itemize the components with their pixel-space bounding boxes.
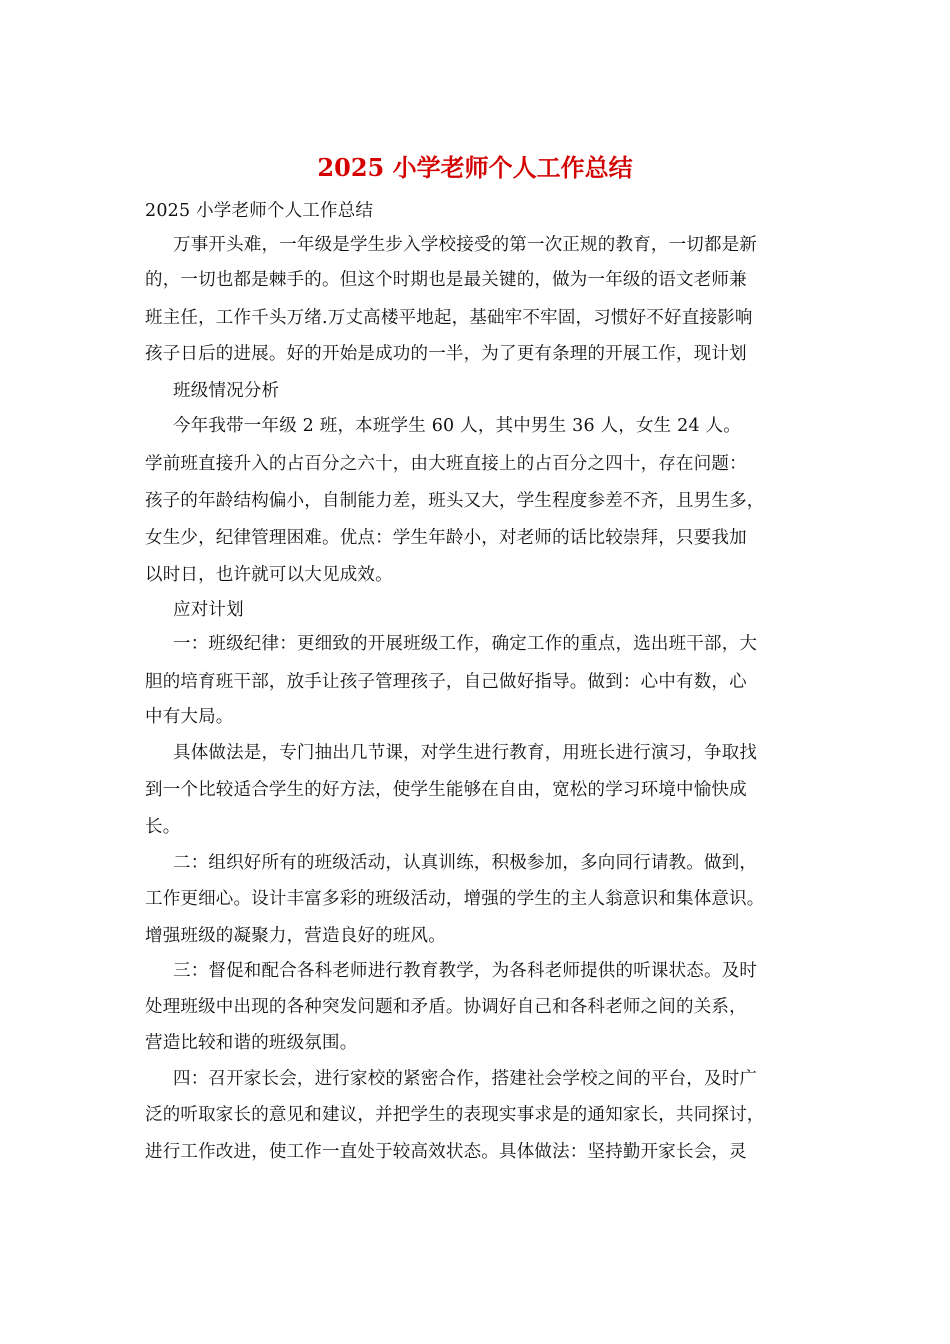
text-line: 增强班级的凝聚力，营造良好的班风。 xyxy=(145,926,446,946)
text-line: 二：组织好所有的班级活动，认真训练，积极参加，多向同行请教。做到， xyxy=(173,853,758,873)
text-line: 中有大局。 xyxy=(145,707,234,727)
text-line: 孩子日后的进展。好的开始是成功的一半，为了更有条理的开展工作，现计划 xyxy=(145,344,747,364)
text-line: 三：督促和配合各科老师进行教育教学，为各科老师提供的听课状态。及时 xyxy=(173,961,758,981)
text-line: 以时日，也许就可以大见成效。 xyxy=(145,565,393,585)
text-line: 今年我带一年级 2 班，本班学生 60 人，其中男生 36 人，女生 24 人。 xyxy=(173,416,741,436)
text-line: 进行工作改进，使工作一直处于较高效状态。具体做法：坚持勤开家长会，灵 xyxy=(145,1142,747,1162)
text-line: 到一个比较适合学生的好方法，使学生能够在自由，宽松的学习环境中愉快成 xyxy=(145,780,747,800)
text-line: 工作更细心。设计丰富多彩的班级活动，增强的学生的主人翁意识和集体意识。 xyxy=(145,889,765,909)
text-line: 四：召开家长会，进行家校的紧密合作，搭建社会学校之间的平台，及时广 xyxy=(173,1069,758,1089)
text-line: 的，一切也都是棘手的。但这个时期也是最关键的，做为一年级的语文老师兼 xyxy=(145,270,747,290)
section-heading: 班级情况分析 xyxy=(173,381,280,401)
text-line: 学前班直接升入的占百分之六十，由大班直接上的占百分之四十，存在问题： xyxy=(145,454,747,474)
text-line: 泛的听取家长的意见和建议，并把学生的表现实事求是的通知家长，共同探讨， xyxy=(145,1105,765,1125)
text-line: 女生少，纪律管理困难。优点：学生年龄小，对老师的话比较崇拜，只要我加 xyxy=(145,528,747,548)
text-line: 万事开头难，一年级是学生步入学校接受的第一次正规的教育，一切都是新 xyxy=(173,235,758,255)
text-line: 具体做法是，专门抽出几节课，对学生进行教育，用班长进行演习，争取找 xyxy=(173,743,758,763)
subtitle-line: 2025 小学老师个人工作总结 xyxy=(145,201,374,221)
text-line: 孩子的年龄结构偏小，自制能力差，班头又大，学生程度参差不齐，且男生多， xyxy=(145,491,765,511)
text-line: 营造比较和谐的班级氛围。 xyxy=(145,1033,358,1053)
text-line: 班主任，工作千头万绪.万丈高楼平地起，基础牢不牢固，习惯好不好直接影响 xyxy=(145,308,753,328)
text-line: 胆的培育班干部，放手让孩子管理孩子，自己做好指导。做到：心中有数，心 xyxy=(145,672,747,692)
document-title: 2025 小学老师个人工作总结 xyxy=(317,153,633,182)
text-line: 一：班级纪律：更细致的开展班级工作，确定工作的重点，选出班干部，大 xyxy=(173,634,758,654)
section-heading: 应对计划 xyxy=(173,600,244,620)
text-line: 处理班级中出现的各种突发问题和矛盾。协调好自己和各科老师之间的关系， xyxy=(145,997,747,1017)
text-line: 长。 xyxy=(145,817,181,837)
